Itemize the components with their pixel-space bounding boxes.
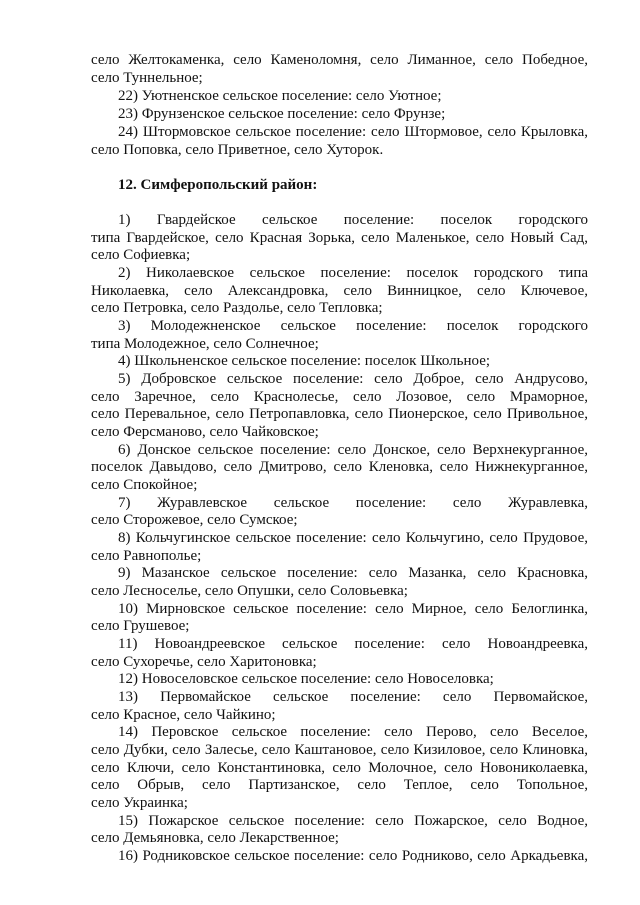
text-line: 15) Пожарское сельское поселение: село Пожарское, село Водное,: [118, 813, 588, 829]
text-line: 23) Фрунзенское сельское поселение: село Фрунзе;: [118, 106, 446, 122]
text-line: село Поповка, село Приветное, село Хуторок.: [91, 142, 384, 158]
text-line: село Софиевка;: [91, 247, 191, 263]
text-line: село Украинка;: [91, 795, 188, 811]
text-line: село Сухоречье, село Харитоновка;: [91, 654, 317, 670]
text-line: 11) Новоандреевское сельское поселение: село Новоандреевка,: [118, 636, 588, 652]
text-line: село Демьяновка, село Лекарственное;: [91, 830, 339, 846]
text-line: 24) Штормовское сельское поселение: село Штормовое, село Крыловка,: [118, 124, 588, 140]
text-line: село Красное, село Чайкино;: [91, 707, 276, 723]
text-line: 10) Мирновское сельское поселение: село Мирное, село Белоглинка,: [118, 601, 588, 617]
text-line: 9) Мазанское сельское поселение: село Мазанка, село Красновка,: [118, 565, 588, 581]
text-line: 13) Первомайское сельское поселение: село Первомайское,: [118, 689, 588, 705]
text-line: 3) Молодежненское сельское поселение: поселок городского: [118, 318, 588, 334]
text-line: село Сторожевое, село Сумское;: [91, 512, 298, 528]
text-line: 5) Добровское сельское поселение: село Доброе, село Андрусово,: [118, 371, 588, 387]
text-line: село Ферсманово, село Чайковское;: [91, 424, 319, 440]
text-line: 6) Донское сельское поселение: село Донское, село Верхнекурганное,: [118, 442, 588, 458]
text-line: 7) Журавлевское сельское поселение: село Журавлевка,: [118, 495, 588, 511]
text-line: Николаевка, село Александровка, село Винницкое, село Ключевое,: [91, 283, 588, 299]
text-line: село Обрыв, село Партизанское, село Теплое, село Топольное,: [91, 777, 588, 793]
text-line: село Петровка, село Раздолье, село Тепловка;: [91, 300, 383, 316]
text-line: 8) Кольчугинское сельское поселение: село Кольчугино, село Прудовое,: [118, 530, 588, 546]
text-line: село Желтокаменка, село Каменоломня, село Лиманное, село Победное,: [91, 52, 588, 68]
text-line: 16) Родниковское сельское поселение: село Родниково, село Аркадьевка,: [118, 848, 588, 864]
text-line: село Перевальное, село Петропавловка, село Пионерское, село Привольное,: [91, 406, 588, 422]
section-heading: 12. Симферопольский район:: [118, 177, 318, 193]
text-line: село Равнополье;: [91, 548, 202, 564]
text-line: село Ключи, село Константиновка, село Молочное, село Новониколаевка,: [91, 760, 588, 776]
text-line: село Заречное, село Краснолесье, село Лозовое, село Мраморное,: [91, 389, 588, 405]
text-line: 2) Николаевское сельское поселение: поселок городского типа: [118, 265, 588, 281]
text-line: село Дубки, село Залесье, село Каштановое, село Кизиловое, село Клиновка,: [91, 742, 588, 758]
text-line: село Спокойное;: [91, 477, 198, 493]
text-line: село Лесноселье, село Опушки, село Соловьевка;: [91, 583, 408, 599]
text-line: 4) Школьненское сельское поселение: поселок Школьное;: [118, 353, 491, 369]
text-line: 14) Перовское сельское поселение: село Перово, село Веселое,: [118, 724, 588, 740]
text-line: 1) Гвардейское сельское поселение: поселок городского: [118, 212, 588, 228]
text-line: село Грушевое;: [91, 618, 190, 634]
text-line: 12) Новоселовское сельское поселение: село Новоселовка;: [118, 671, 494, 687]
text-line: типа Гвардейское, село Красная Зорька, село Маленькое, село Новый Сад,: [91, 230, 588, 246]
text-line: село Туннельное;: [91, 70, 203, 86]
text-line: типа Молодежное, село Солнечное;: [91, 336, 319, 352]
text-line: 22) Уютненское сельское поселение: село Уютное;: [118, 88, 442, 104]
text-line: поселок Давыдово, село Дмитрово, село Кленовка, село Нижнекурганное,: [91, 459, 588, 475]
